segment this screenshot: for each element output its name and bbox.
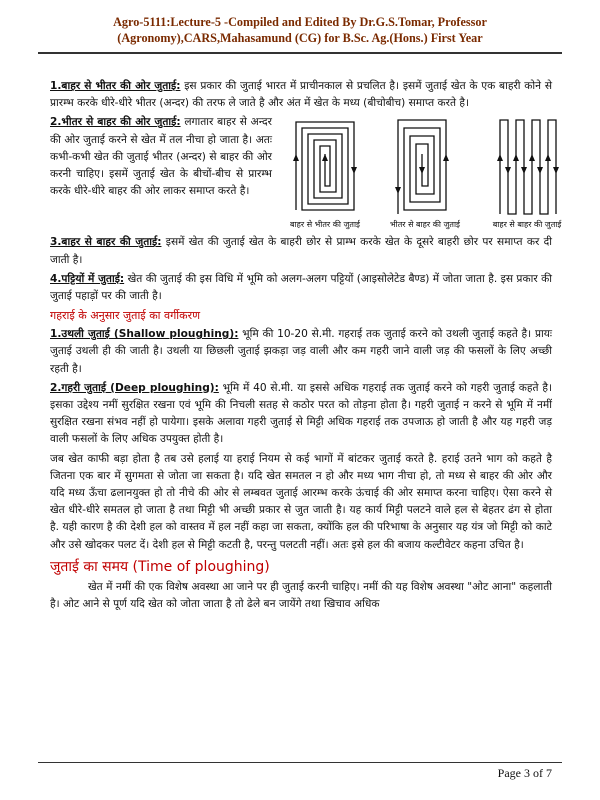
section-4-title: 4.पट्टियों में जुताई: — [50, 272, 125, 285]
diagram-1-label: बाहर से भीतर की जुताई — [290, 220, 360, 230]
shallow-ploughing — [50, 326, 552, 378]
footer-divider — [38, 762, 562, 763]
field-division-paragraph: जब खेत काफी बड़ा होता है तब उसे हलाई या हराई नियम से कई भागों में बांटकर जुताई करते है. हराई उतने भाग को कहते है जितना एक बार में सुगमता से जोता जा सकता है। यदि खेत समतल न हो और मध्य भाग नीचा हो, तो मध्य से बाहर की ओर और यदि मध्य ऊँचा ढलानयुक्त हो तो नीचे की ओर से लम्बवत जुताई आरम्भ करके ऊंचाई की ओर समाप्त करना चाहिए। ऐसा करने से खेत धीरे-धीरे समतल हो जाता है तथा मिट्टी भी अच्छी प्रकार से जुत जाती है। यह कार्य मिट्टी पलटने वाले हल से बेहतर ढंग से होता है. यही कारण है की देशी हल को वास्तव में हल नहीं कहा जा सकता, क्योंकि हल की परिभाषा के अनुसार यह यंत्र जो मिट्टी को काटे और उसे खोदकर पलट दें। देशी हल से मिट्टी कटती है, परन्तु पलटती नहीं। अतः इसे हल की बजाय कल्टीवेटर कहना उचित है। — [50, 452, 552, 551]
section-2 — [50, 114, 272, 200]
section-1-text: इस प्रकार की जुताई भारत में प्राचीनकाल से प्रचलित है। इसमें जुताई खेत के एक बाहरी कोने से प्रारम्भ करके धीरे-धीरे भीतर (अन्दर) की तरफ ले जाते है और अंत में खेत के मध्य (बीचोबीच) समाप्त करते है। — [50, 80, 552, 110]
header-divider — [38, 52, 562, 54]
document-body — [50, 78, 562, 615]
back-and-forth-diagram — [494, 114, 562, 218]
diagram-2-label: भीतर से बाहर की जुताई — [390, 220, 460, 230]
spiral-inward-diagram — [290, 114, 360, 218]
time-of-ploughing-text: खेत में नमीं की एक विशेष अवस्था आ जाने पर ही जुताई करनी चाहिए। नमीं की यह विशेष अवस्था "ओट आना" कहलाती है। ओट आने से पूर्ण यदि खेत को जोता जाता है तो ढेले बन जायेंगे तथा खिचाव अधिक — [50, 580, 552, 611]
section-2-row — [50, 114, 562, 234]
section-4-text: खेत की जुताई की इस विधि में भूमि को अलग-अलग पट्टियों (आइसोलेटेड बैण्ड) में जोता जाता है. इस प्रकार की जुताई पहाड़ों पर की जाती है। — [50, 272, 552, 303]
spiral-outward-diagram — [390, 114, 460, 218]
section-1 — [50, 78, 552, 112]
deep-text: भूमि में 40 से.मी. या इससे अधिक गहराई तक जुताई करने को गहरी जुताई कहते है। इसका उद्देश्य नमीं सुरक्षित रखना एवं भूमि की निचली सतह से कठोर परत को तोड़ना होता है। गहरी जुताई न करने से भूमि में नमीं सुरक्षित रखना संभव नहीं हो पायेगा। इसके अलावा गहरी जुताई से मिट्टी अधिक गहराई तक उपजाऊ हो जाती है और यह गहरी जड़ वाली फसलों के लिए अधिक उपयुक्त होती है। — [50, 381, 552, 446]
section-4 — [50, 271, 552, 305]
time-of-ploughing-heading: जुताई का समय (Time of ploughing) — [50, 558, 270, 575]
ploughing-diagrams — [272, 114, 562, 234]
section-1-title: 1.बाहर से भीतर की ओर जुताई: — [50, 80, 181, 92]
header-line-2: (Agronomy),CARS,Mahasamund (CG) for B.Sc. Ag.(Hons.) First Year — [117, 31, 483, 45]
shallow-title: 1.उथली जुताई (Shallow ploughing): — [50, 328, 239, 341]
deep-title: 2.गहरी जुताई (Deep ploughing): — [50, 381, 219, 394]
page-number: Page 3 of 7 — [497, 766, 552, 780]
shallow-text: भूमि की 10-20 से.मी. गहराई तक जुताई करने को उथली जुताई कहते है। प्रायः जुताई उथली ही की जाती है। उथली या छिछली जुताई झकड़ा जड़ वाली और कम गहरी जाने वाली जड़ की फसलों के लिए अच्छी रहती है। — [50, 328, 553, 375]
deep-ploughing — [50, 380, 552, 449]
section-3-title: 3.बाहर से बाहर की जुताई: — [50, 236, 162, 249]
section-3-text: इसमें खेत की जुताई खेत के बाहरी छोर से प्राम्भ करके खेत के दूसरे बाहरी छोर पर समाप्त कर दी जाती है। — [50, 236, 552, 266]
depth-classification-heading: गहराई के अनुसार जुताई का वर्गीकरण — [50, 309, 201, 323]
section-2-title: 2.भीतर से बाहर की ओर जुताई: — [50, 116, 181, 129]
header-line-1: Agro-5111:Lecture-5 -Compiled and Edited By Dr.G.S.Tomar, Professor — [113, 15, 487, 29]
page-header — [40, 14, 560, 46]
section-2-text: लगातार बाहर से अन्दर की ओर जुताई करने से खेत में तल नीचा हो जाता है। अतः कभी-कभी खेत की जुताई भीतर (अन्दर) से बाहर की ओर करनी चाहिए। इसमें जुताई खेत के बीचों-बीच से प्रारम्भ करके धीरे-धीरे बाहर की ओर लाकर समाप्त करते है। — [50, 116, 272, 198]
diagram-3-label: बाहर से बाहर की जुताई — [492, 220, 562, 230]
section-3 — [50, 234, 552, 268]
